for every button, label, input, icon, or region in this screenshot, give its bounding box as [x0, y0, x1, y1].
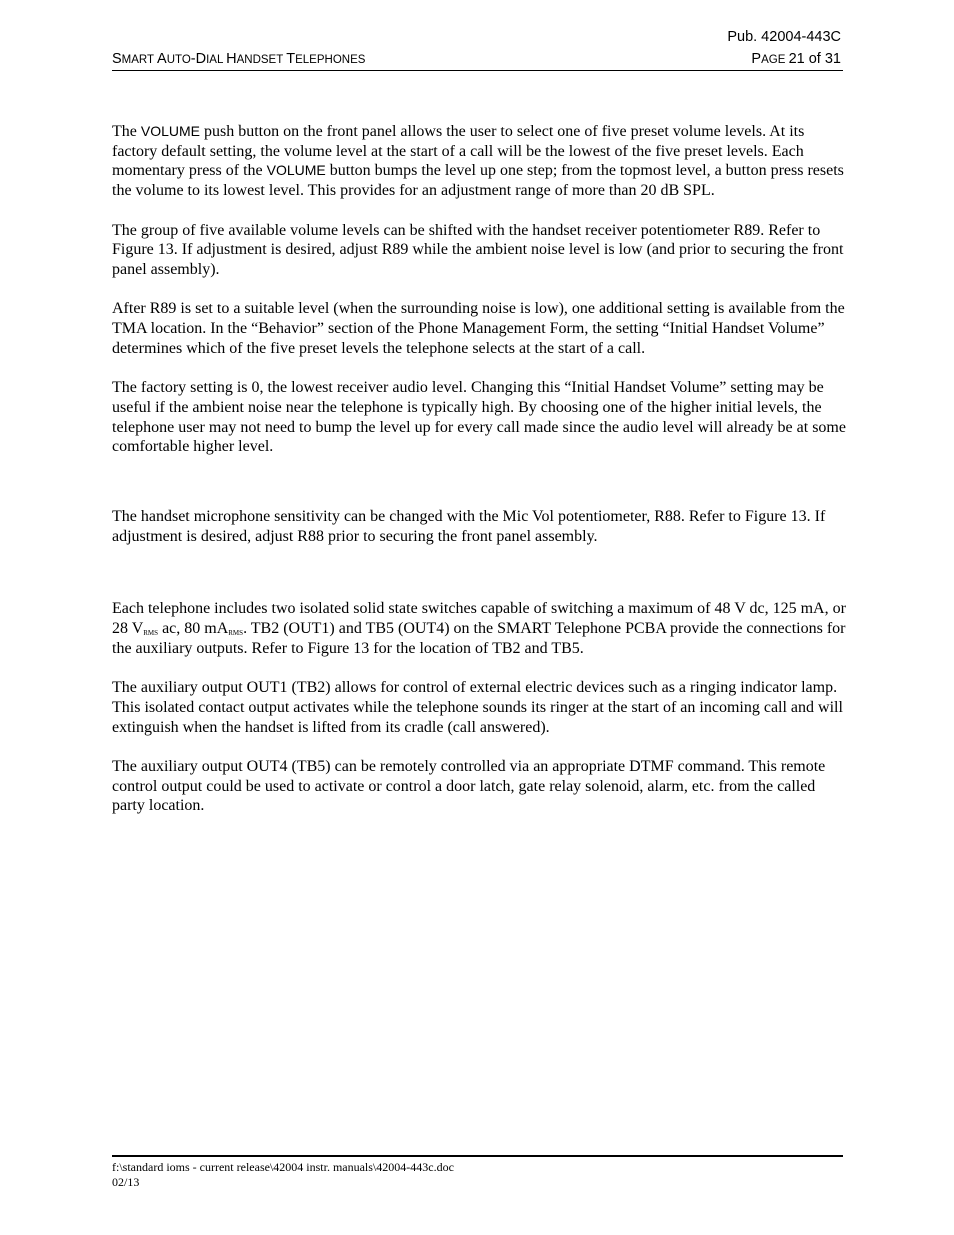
rms-subscript: RMS: [228, 629, 244, 638]
paragraph-aux-output-out4: The auxiliary output OUT4 (TB5) can be remotely controlled via an appropriate DTMF command. This remote control output could be used to activate or control a door latch, gate relay solenoid, alarm, etc. from the called party location.: [112, 757, 826, 815]
file-path: f:\standard ioms - current release\42004 instr. manuals\42004-443c.doc: [112, 1160, 454, 1174]
page-part: AGE: [761, 54, 789, 66]
paragraph-mic-sensitivity: The handset microphone sensitivity can be changed with the Mic Vol potentiometer, R88. Refer to Figure 13. If adjustment is desired, adjust R88 prior to securing the front panel assembly.: [112, 507, 826, 545]
paragraph-factory-setting: The factory setting is 0, the lowest receiver audio level. Changing this “Initial Handset Volume” setting may be useful if the ambient noise near the telephone is typically high. By choosing one of the higher initial levels, the telephone user may not need to bump the level up for every call made since the audio level will already be at some comfortable higher level.: [112, 379, 846, 456]
revision-date: 02/13: [112, 1174, 140, 1189]
document-body: [112, 122, 847, 816]
publication-number: Pub. 42004-443C: [727, 29, 841, 45]
title-part: UTO: [166, 54, 191, 66]
paragraph-aux-output-out1: The auxiliary output OUT1 (TB2) allows for control of external electric devices such as a ringing indicator lamp. This isolated contact output activates while the telephone sounds its ringer at the start of an incoming call and will extinguish when the handset is lifted from its cradle (call answered).: [112, 679, 843, 736]
page-part: 21 of 31: [788, 51, 841, 67]
text: push button on the front panel allows the user to select one of five preset volume levels. At its factory default setting, the volume level at the start of a call will be the lowest of the five preset levels. Each momentary press of the: [112, 123, 805, 180]
volume-keyword: VOLUME: [266, 162, 326, 179]
volume-keyword: VOLUME: [140, 123, 200, 139]
page-header: [112, 26, 843, 71]
title-part: T: [286, 51, 296, 67]
text: button bumps the level up one step; from the topmost level, a button press resets the volume to its lowest level. This provides for an adjustment range of more than 20 dB SPL.: [112, 162, 844, 200]
document-title: [112, 49, 365, 70]
title-part: MART: [121, 54, 158, 66]
page-footer: [112, 1155, 843, 1189]
page-part: P: [751, 51, 762, 67]
text: ac, 80 mA: [158, 620, 229, 638]
title-part: -D: [190, 51, 207, 67]
title-part: A: [157, 51, 167, 67]
paragraph-volume-button: [112, 122, 847, 201]
rms-subscript: RMS: [143, 629, 159, 638]
paragraph-receiver-potentiometer: The group of five available volume levels can be shifted with the handset receiver potentiometer R89. Refer to Figure 13. If adjustment is desired, adjust R89 while the ambient noise level is low (and prior to securing the front panel assembly).: [112, 221, 844, 278]
text: . TB2 (OUT1) and TB5 (OUT4) on the SMART Telephone PCBA provide the connections for the auxiliary outputs. Refer to Figure 13 for the location of TB2 and TB5.: [112, 620, 846, 657]
text: Each telephone includes two isolated solid state switches capable of switching a maximum of 48 V dc, 125 mA, or 28 V: [112, 600, 846, 638]
paragraph-initial-volume-setting: After R89 is set to a suitable level (when the surrounding noise is low), one additional setting is available from the TMA location. In the “Behavior” section of the Phone Management Form, the setting “Initial Handset Volume” determines which of the five preset levels the telephone selects at the start of a call.: [112, 300, 845, 357]
title-part: ELEPHONES: [295, 54, 366, 66]
title-part: S: [112, 51, 122, 67]
title-part: H: [226, 51, 237, 67]
page-number: [751, 49, 841, 70]
paragraph-solid-state-switches: [112, 599, 847, 658]
title-part: ANDSET: [236, 54, 287, 66]
title-part: IAL: [206, 54, 227, 66]
text: The: [112, 123, 141, 140]
